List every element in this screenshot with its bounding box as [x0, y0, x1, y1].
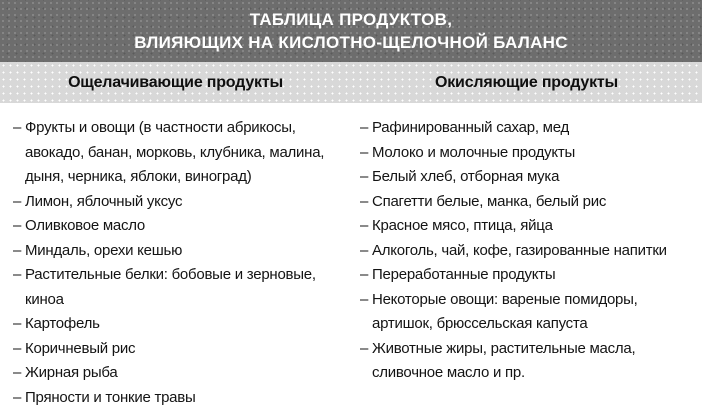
- alkaline-products-list: [13, 116, 347, 410]
- list-item: – Миндаль, орехи кешью: [13, 241, 183, 259]
- list-item: – Молоко и молочные продукты: [360, 143, 575, 161]
- list-item: – Некоторые овощи: вареные помидоры, артишок, брюссельская капуста: [360, 290, 638, 332]
- list-item: – Алкоголь, чай, кофе, газированные напитки: [360, 241, 667, 259]
- table-body: [0, 103, 702, 410]
- column-headers-row: [0, 62, 702, 103]
- list-item: – Пряности и тонкие травы: [13, 388, 196, 406]
- list-item: – Оливковое масло: [13, 217, 146, 234]
- list-item: – Рафинированный сахар, мед: [360, 119, 569, 136]
- list-item: – Переработанные продукты: [360, 266, 556, 283]
- column-header-acidic: Окисляющие продукты: [435, 73, 618, 91]
- acidic-products-list: [360, 116, 690, 410]
- list-item: – Спагетти белые, манка, белый рис: [360, 192, 607, 210]
- table-title: [0, 0, 702, 62]
- title-line-2: ВЛИЯЮЩИХ НА КИСЛОТНО-ЩЕЛОЧНОЙ БАЛАНС: [134, 33, 568, 52]
- list-item: – Фрукты и овощи (в частности абрикосы, авокадо, банан, морковь, клубника, малина, дыня, черника, яблоки, виноград): [13, 119, 325, 185]
- list-item: – Коричневый рис: [13, 339, 136, 357]
- list-item: – Животные жиры, растительные масла, сливочное масло и пр.: [360, 339, 636, 381]
- column-header-alkaline: Ощелачивающие продукты: [68, 73, 283, 91]
- title-line-1: ТАБЛИЦА ПРОДУКТОВ,: [249, 10, 453, 29]
- list-item: – Лимон, яблочный уксус: [13, 192, 183, 210]
- list-item: – Жирная рыба: [13, 364, 118, 381]
- list-item: – Картофель: [13, 315, 100, 332]
- list-item: – Белый хлеб, отборная мука: [360, 168, 560, 185]
- list-item: – Красное мясо, птица, яйца: [360, 217, 553, 234]
- list-item: – Растительные белки: бобовые и зерновые, киноа: [13, 266, 316, 308]
